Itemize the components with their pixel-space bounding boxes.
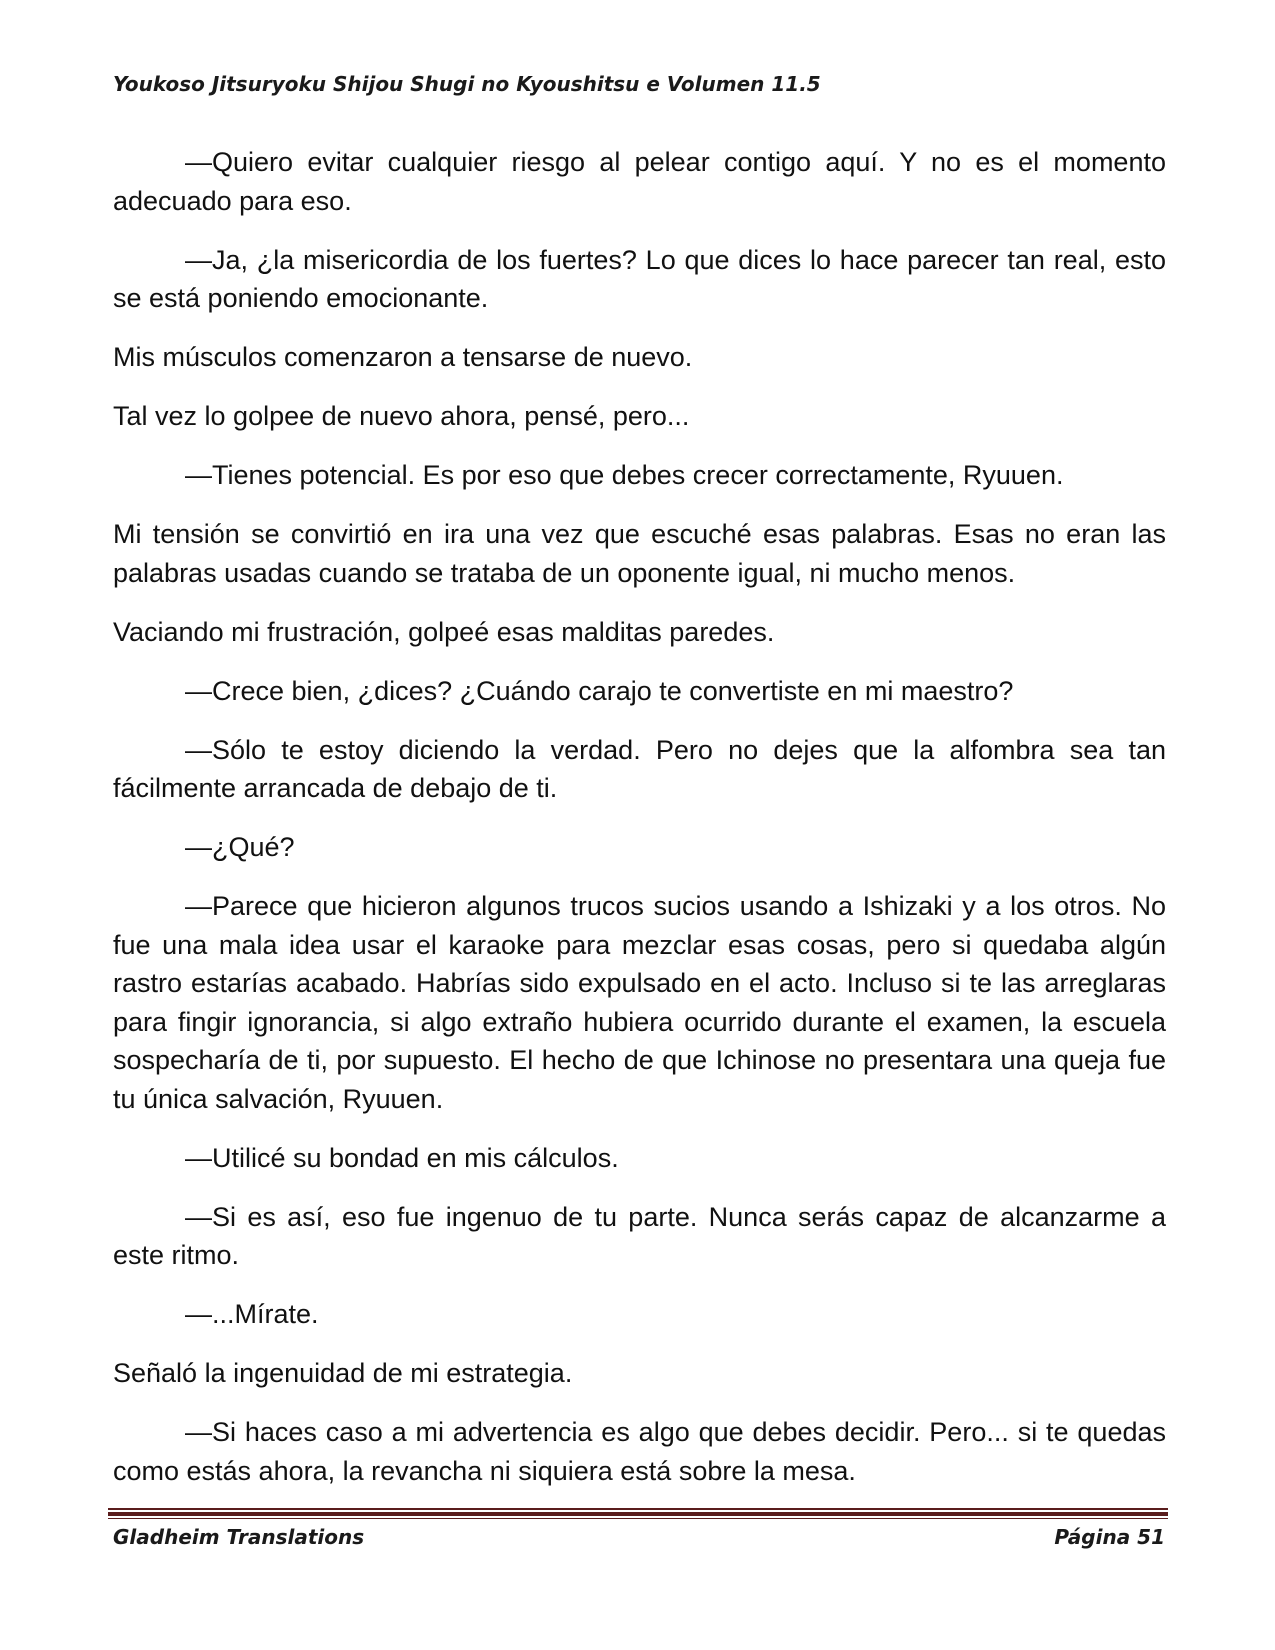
footer-publisher: Gladheim Translations [113, 1525, 365, 1549]
paragraph: —Si haces caso a mi advertencia es algo que debes decidir. Pero... si te quedas como estás ahora, la revancha ni siquiera está sobre la mesa. [113, 1417, 1166, 1486]
paragraph: —Parece que hicieron algunos trucos sucios usando a Ishizaki y a los otros. No fue una mala idea usar el karaoke para mezclar esas cosas, pero si quedaba algún rastro estarías acabado. Habrías sido expulsado en el acto. Incluso si te las arreglaras para fingir ignorancia, si algo extraño hubiera ocurrido durante el examen, la escuela sospecharía de ti, por supuesto. El hecho de que Ichinose no presentara una queja fue tu única salvación, Ryuuen. [113, 891, 1166, 1114]
paragraph: —Sólo te estoy diciendo la verdad. Pero no dejes que la alfombra sea tan fácilmente arrancada de debajo de ti. [113, 734, 1166, 803]
paragraph: —¿Qué? [185, 832, 295, 862]
paragraph: Mi tensión se convirtió en ira una vez que escuché esas palabras. Esas no eran las palabras usadas cuando se trataba de un oponente igual, ni mucho menos. [113, 519, 1166, 588]
paragraph: Señaló la ingenuidad de mi estrategia. [113, 1358, 573, 1388]
paragraph: —Crece bien, ¿dices? ¿Cuándo carajo te convertiste en mi maestro? [185, 675, 1014, 706]
page-body [113, 143, 1166, 1511]
page-header-title: Youkoso Jitsuryoku Shijou Shugi no Kyoushitsu e Volumen 11.5 [113, 72, 821, 96]
footer-rule [108, 1518, 1168, 1519]
paragraph: Tal vez lo golpee de nuevo ahora, pensé, pero... [113, 401, 690, 431]
paragraph: —Quiero evitar cualquier riesgo al pelear contigo aquí. Y no es el momento adecuado para eso. [113, 147, 1166, 216]
footer-rule [108, 1512, 1168, 1516]
paragraph: —Utilicé su bondad en mis cálculos. [185, 1142, 619, 1173]
paragraph: —Ja, ¿la misericordia de los fuertes? Lo que dices lo hace parecer tan real, esto se está poniendo emocionante. [113, 244, 1166, 313]
paragraph: —Tienes potencial. Es por eso que debes crecer correctamente, Ryuuen. [185, 460, 1064, 490]
footer-page-number: Página 51 [1054, 1525, 1165, 1549]
paragraph: Mis músculos comenzaron a tensarse de nuevo. [113, 342, 693, 372]
paragraph: —Si es así, eso fue ingenuo de tu parte. Nunca serás capaz de alcanzarme a este ritmo. [113, 1201, 1166, 1270]
paragraph: Vaciando mi frustración, golpeé esas malditas paredes. [113, 616, 775, 647]
footer-rule [108, 1508, 1168, 1510]
paragraph: —...Mírate. [185, 1299, 319, 1329]
